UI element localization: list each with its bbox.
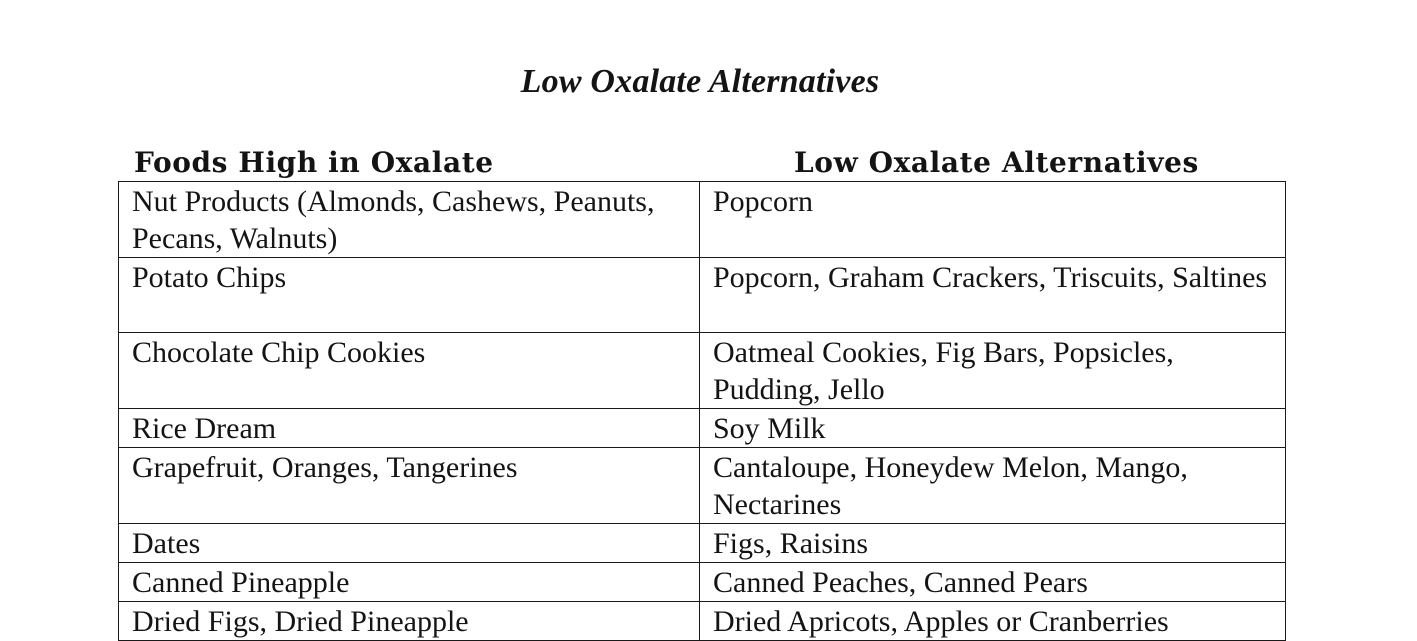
table-row	[119, 333, 1286, 409]
low-oxalate-cell: Popcorn	[700, 182, 1286, 258]
low-oxalate-cell: Popcorn, Graham Crackers, Triscuits, Saltines	[700, 258, 1286, 333]
low-oxalate-cell: Cantaloupe, Honeydew Melon, Mango, Nectarines	[700, 448, 1286, 524]
high-oxalate-cell: Grapefruit, Oranges, Tangerines	[119, 448, 700, 524]
low-oxalate-cell: Dried Apricots, Apples or Cranberries	[700, 602, 1286, 641]
page-title: Low Oxalate Alternatives	[520, 63, 880, 100]
high-oxalate-cell: Chocolate Chip Cookies	[119, 333, 700, 409]
low-oxalate-cell: Oatmeal Cookies, Fig Bars, Popsicles, Pudding, Jello	[700, 333, 1286, 409]
low-oxalate-cell: Soy Milk	[700, 409, 1286, 448]
high-oxalate-cell: Nut Products (Almonds, Cashews, Peanuts, Pecans, Walnuts)	[119, 182, 700, 258]
column-header-high-oxalate: Foods High in Oxalate	[134, 146, 494, 179]
table-row	[119, 524, 1286, 563]
low-oxalate-cell: Canned Peaches, Canned Pears	[700, 563, 1286, 602]
high-oxalate-cell: Canned Pineapple	[119, 563, 700, 602]
high-oxalate-cell: Dried Figs, Dried Pineapple	[119, 602, 700, 641]
high-oxalate-cell: Rice Dream	[119, 409, 700, 448]
table-row	[119, 448, 1286, 524]
table-row	[119, 563, 1286, 602]
high-oxalate-cell: Potato Chips	[119, 258, 700, 333]
oxalate-table	[118, 181, 1286, 641]
table-row	[119, 182, 1286, 258]
high-oxalate-cell: Dates	[119, 524, 700, 563]
column-header-low-oxalate: Low Oxalate Alternatives	[794, 146, 1199, 179]
table-row	[119, 258, 1286, 333]
table-row	[119, 602, 1286, 641]
table-row	[119, 409, 1286, 448]
low-oxalate-cell: Figs, Raisins	[700, 524, 1286, 563]
